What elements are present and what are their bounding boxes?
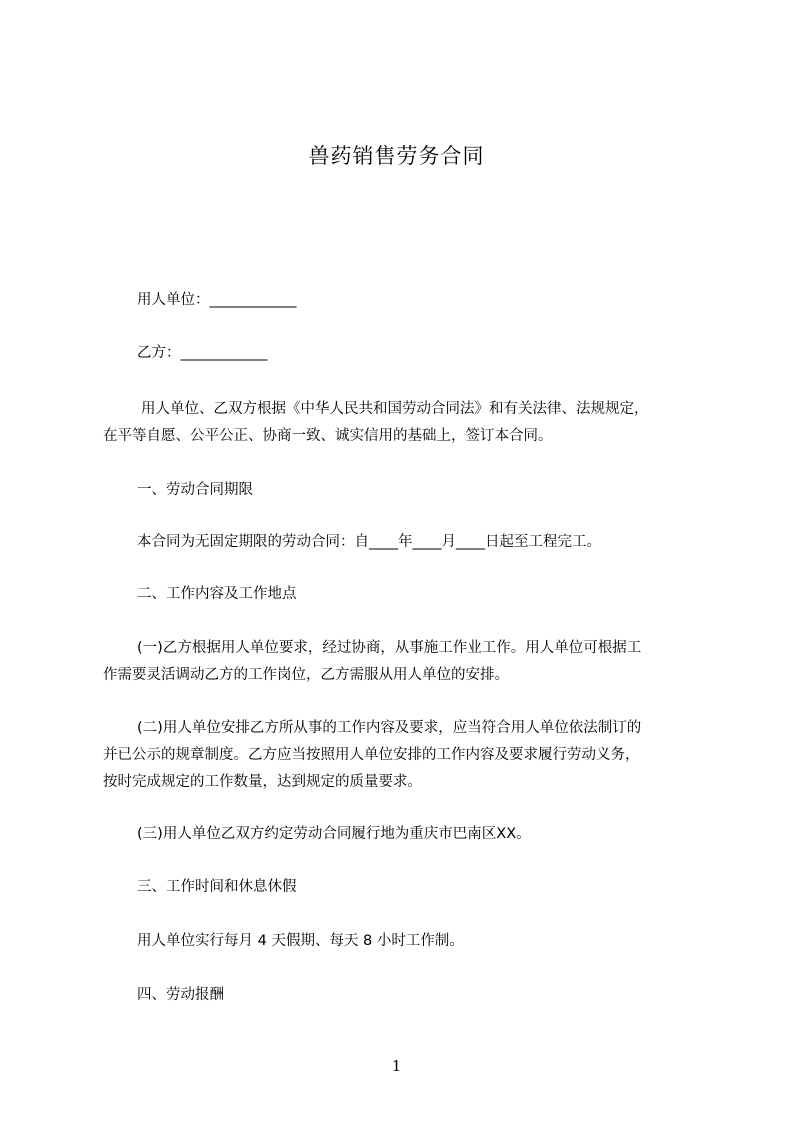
- section-2-heading: 二、工作内容及工作地点: [137, 586, 297, 602]
- section-2-item-1-line-2: 作需要灵活调动乙方的工作岗位，乙方需服从用人单位的安排。: [103, 667, 509, 683]
- party-b-line: 乙方：____________: [137, 345, 268, 361]
- section-2-item-2-line-3: 按时完成规定的工作数量，达到规定的质量要求。: [103, 774, 422, 790]
- section-1-text: 本合同为无固定期限的劳动合同：自____年____月____日起至工程完工。: [137, 534, 601, 550]
- document-title: 兽药销售劳务合同: [308, 144, 485, 168]
- preamble-line-2: 在平等自愿、公平公正、协商一致、诚实信用的基础上，签订本合同。: [103, 428, 553, 444]
- page-number: 1: [391, 1057, 402, 1075]
- section-3-text: 用人单位实行每月 4 天假期、每天 8 小时工作制。: [137, 933, 464, 949]
- section-2-item-1-line-1: (一)乙方根据用人单位要求，经过协商，从事施工作业工作。用人单位可根据工: [137, 640, 642, 656]
- section-2-item-2-line-1: (二)用人单位安排乙方所从事的工作内容及要求，应当符合用人单位依法制订的: [137, 720, 642, 736]
- section-2-item-3: (三)用人单位乙双方约定劳动合同履行地为重庆市巴南区XX。: [137, 826, 531, 842]
- section-3-heading: 三、工作时间和休息休假: [137, 879, 297, 895]
- preamble-line-1: 用人单位、乙双方根据《中华人民共和国劳动合同法》和有关法律、法规规定，: [141, 401, 649, 417]
- section-4-heading: 四、劳动报酬: [137, 987, 224, 1003]
- section-1-heading: 一、劳动合同期限: [137, 482, 253, 498]
- section-2-item-2-line-2: 并已公示的规章制度。乙方应当按照用人单位安排的工作内容及要求履行劳动义务，: [103, 747, 640, 763]
- party-a-line: 用人单位：____________: [137, 292, 297, 308]
